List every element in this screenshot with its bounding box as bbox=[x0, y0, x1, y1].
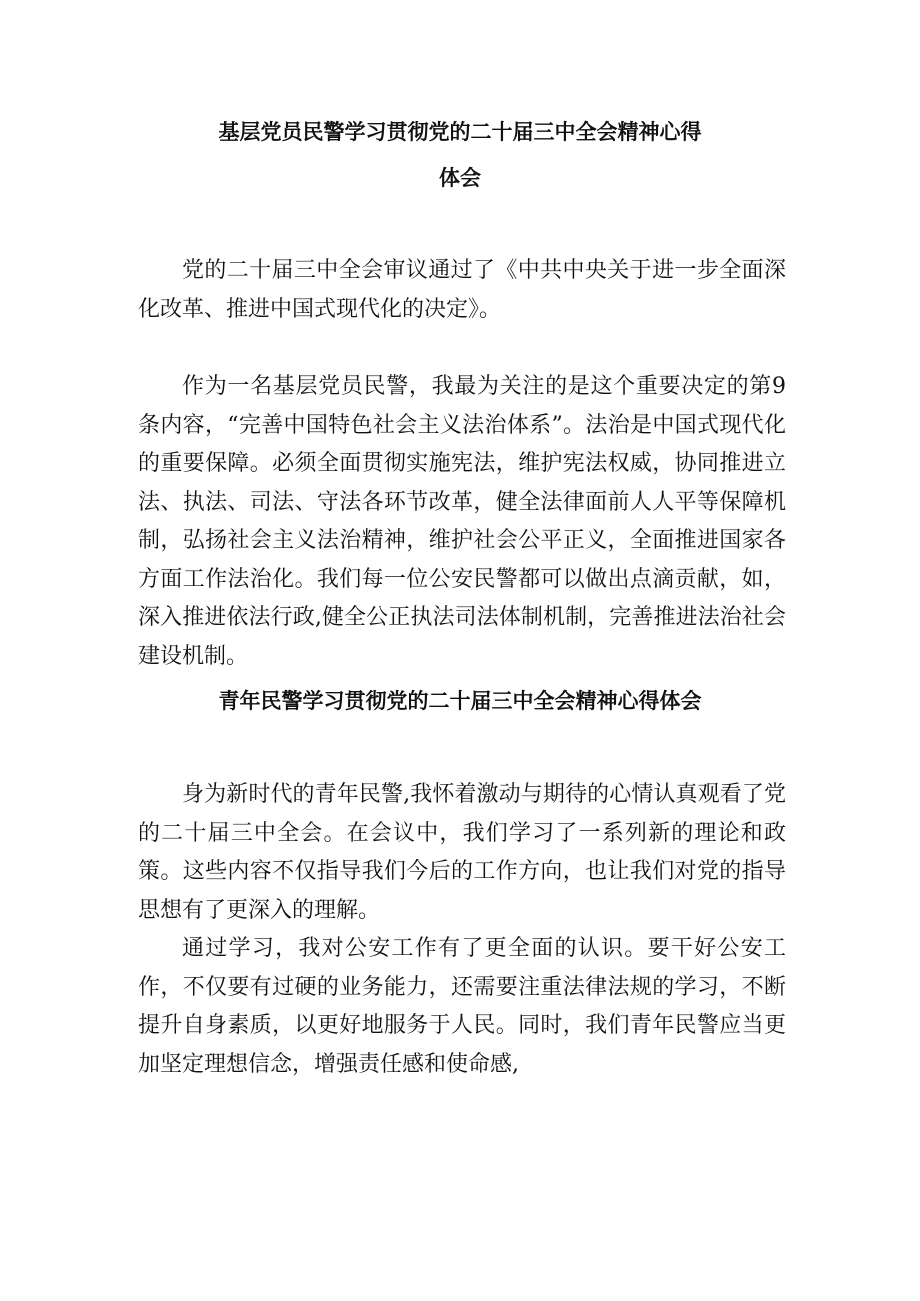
section2-title: 青年民警学习贯彻党的二十届三中全会精神心得体会 bbox=[218, 689, 702, 713]
section2-paragraph-2: 通过学习，我对公安工作有了更全面的认识。要干好公安工作，不仅要有过硬的业务能力，还需要注重法律法规的学习，不断提升自身素质，以更好地服务于人民。同时，我们青年民警应当更加坚定理想信念，增强责任感和使命感, bbox=[138, 936, 786, 1077]
section1-title-line1: 基层党员民警学习贯彻党的二十届三中全会精神心得 bbox=[218, 120, 702, 144]
section1-title-line2: 体会 bbox=[439, 166, 481, 190]
section1-paragraph-2: 作为一名基层党员民警，我最为关注的是这个重要决定的第9条内容，“完善中国特色社会主义法治体系”。法治是中国式现代化的重要保障。必须全面贯彻实施宪法，维护宪法权威，协同推进立法、执法、司法、守法各环节改革，健全法律面前人人平等保障机制，弘扬社会主义法治精神，维护社会公平正义，全面推进国家各方面工作法治化。我们每一位公安民警都可以做出点滴贡献，如，深入推进依法行政,健全公正执法司法体制机制，完善推进法治社会建设机制。 bbox=[138, 374, 786, 669]
section2-paragraph-1: 身为新时代的青年民警,我怀着激动与期待的心情认真观看了党的二十届三中全会。在会议中，我们学习了一系列新的理论和政策。这些内容不仅指导我们今后的工作方向，也让我们对党的指导思想有了更深入的理解。 bbox=[138, 782, 786, 923]
section1-paragraph-1: 党的二十届三中全会审议通过了《中共中央关于进一步全面深化改革、推进中国式现代化的决定》。 bbox=[138, 258, 786, 322]
